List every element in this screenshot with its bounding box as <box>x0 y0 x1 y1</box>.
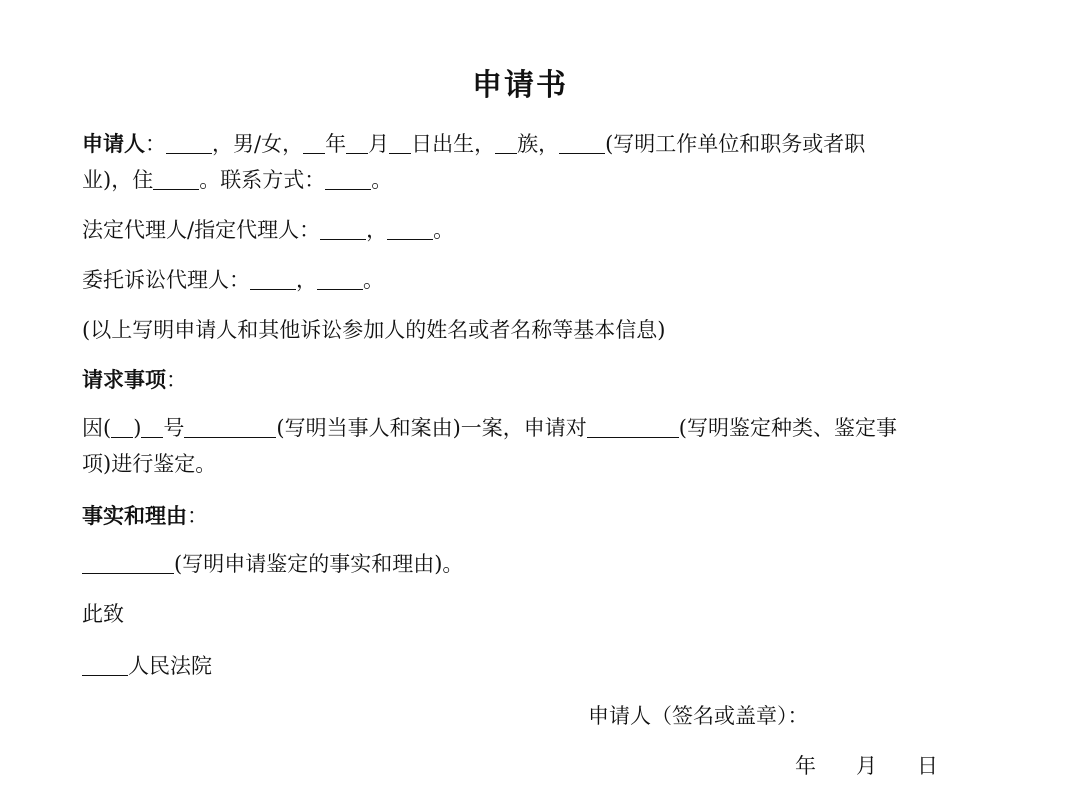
signature-label: 申请人（签名或盖章）： <box>588 704 809 728</box>
court-line <box>82 648 962 684</box>
facts-blank[interactable] <box>82 553 174 574</box>
sign-day: 日 <box>917 754 938 778</box>
contact-text: 。联系方式： <box>199 168 326 192</box>
facts-colon: ： <box>187 504 208 528</box>
period: 。 <box>363 268 384 292</box>
birth-year-blank[interactable] <box>303 133 325 154</box>
facts-heading-line <box>82 498 962 534</box>
date-line <box>795 748 938 784</box>
parties-blank[interactable] <box>184 417 276 438</box>
birth-text: 日出生， <box>411 132 496 156</box>
case-code-blank[interactable] <box>141 417 163 438</box>
facts-paragraph <box>82 546 962 582</box>
claims-heading-line <box>82 362 962 398</box>
case-year-blank[interactable] <box>111 417 133 438</box>
applicant-paragraph <box>82 126 962 198</box>
legal-agent-blank-2[interactable] <box>387 219 433 240</box>
claims-colon: ： <box>166 368 187 392</box>
closing-to: 此致 <box>82 602 124 626</box>
residence-text: 业)，住 <box>82 168 154 192</box>
court-text: 人民法院 <box>128 654 212 678</box>
sign-month: 月 <box>856 754 877 778</box>
residence-blank[interactable] <box>153 169 199 190</box>
month-text: 月 <box>368 132 390 156</box>
litigation-agent-label: 委托诉讼代理人： <box>82 268 250 292</box>
court-blank[interactable] <box>82 655 128 676</box>
document-title: 申请书 <box>472 68 568 103</box>
ethnicity-text: 族， <box>517 132 560 156</box>
gender-text: ，男/女， <box>212 132 304 156</box>
facts-text: (写明申请鉴定的事实和理由)。 <box>174 552 464 576</box>
legal-agent-blank-1[interactable] <box>320 219 366 240</box>
claims-heading: 请求事项 <box>82 367 166 392</box>
applicant-label: 申请人 <box>82 131 145 156</box>
case-paren: ) <box>133 416 142 440</box>
separator: ， <box>366 218 388 242</box>
separator: ， <box>296 268 317 292</box>
period: 。 <box>433 218 455 242</box>
case-number-text: 号 <box>163 416 185 440</box>
appraisal-end: 项)进行鉴定。 <box>82 452 217 476</box>
case-prefix: 因( <box>82 416 112 440</box>
work-unit-note: (写明工作单位和职务或者职 <box>605 132 866 156</box>
birth-month-blank[interactable] <box>346 133 368 154</box>
claims-paragraph <box>82 410 962 482</box>
contact-blank[interactable] <box>325 169 371 190</box>
litigation-agent-blank-2[interactable] <box>317 269 363 290</box>
year-text: 年 <box>325 132 347 156</box>
ethnicity-blank[interactable] <box>495 133 517 154</box>
case-description: (写明当事人和案由)一案，申请对 <box>276 416 587 440</box>
legal-agent-label: 法定代理人/指定代理人： <box>82 218 321 242</box>
name-blank[interactable] <box>166 133 212 154</box>
work-unit-blank[interactable] <box>559 133 605 154</box>
sign-year: 年 <box>795 754 816 778</box>
appraisal-type-blank[interactable] <box>587 417 679 438</box>
period: 。 <box>371 168 393 192</box>
participants-note: (以上写明申请人和其他诉讼参加人的姓名或者名称等基本信息) <box>82 318 666 342</box>
litigation-agent-line <box>82 262 962 298</box>
litigation-agent-blank-1[interactable] <box>250 269 296 290</box>
appraisal-note: (写明鉴定种类、鉴定事 <box>678 416 897 440</box>
birth-day-blank[interactable] <box>389 133 411 154</box>
applicant-colon: ： <box>145 132 166 156</box>
legal-agent-line <box>82 212 962 248</box>
facts-heading: 事实和理由 <box>82 503 187 528</box>
